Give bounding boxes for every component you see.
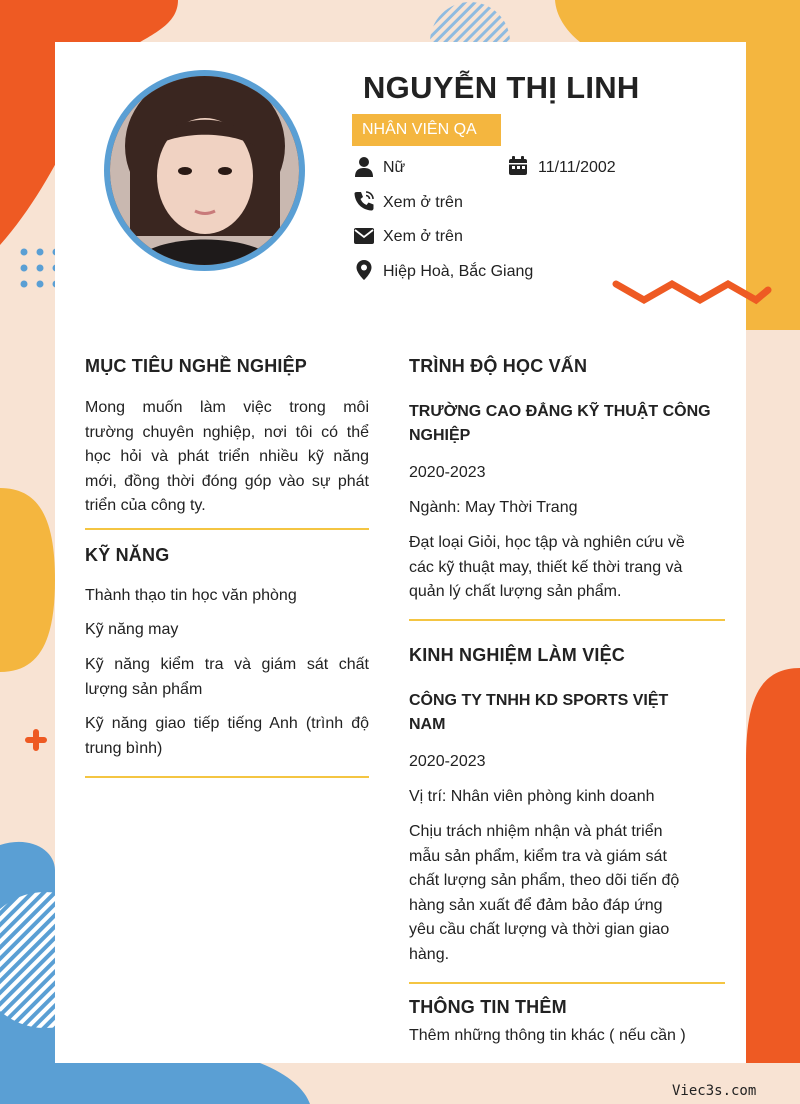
school-name <box>409 400 725 448</box>
school-name-line: NGHIỆP <box>409 427 471 444</box>
experience-desc-line: hàng sản xuất để đảm bảo đáp ứng <box>409 896 663 914</box>
education-description <box>409 531 725 605</box>
skill-item <box>85 712 369 761</box>
section-divider <box>85 528 369 530</box>
experience-desc-line: chất lượng sản phẩm, theo dõi tiến độ <box>409 872 680 890</box>
education-period: 2020-2023 <box>409 464 486 481</box>
email-text: Xem ở trên <box>383 228 463 245</box>
calendar-icon <box>507 155 529 177</box>
experience-period: 2020-2023 <box>409 753 486 770</box>
company-name <box>409 689 725 737</box>
company-name-line: CÔNG TY TNHH KD SPORTS VIỆT <box>409 692 669 709</box>
extra-info-text: Thêm những thông tin khác ( nếu cần ) <box>409 1027 686 1044</box>
experience-title: KINH NGHIỆM LÀM VIỆC <box>409 645 626 665</box>
experience-desc-line: yêu cầu chất lượng và thời gian giao <box>409 921 670 939</box>
education-desc-line: các kỹ thuật may, thiết kế thời trang và <box>409 558 683 576</box>
education-desc-line: quản lý chất lượng sản phẩm. <box>409 583 622 601</box>
skills-title: KỸ NĂNG <box>85 545 170 565</box>
candidate-name: NGUYỄN THỊ LINH <box>363 70 640 105</box>
person-icon <box>353 156 375 178</box>
skill-line: trung bình) <box>85 739 163 757</box>
education-desc-line: Đạt loại Giỏi, học tập và nghiên cứu về <box>409 534 685 551</box>
experience-desc-line: hàng. <box>409 945 450 963</box>
avatar <box>110 76 299 265</box>
objective-title: MỤC TIÊU NGHỀ NGHIỆP <box>85 356 308 376</box>
skill-item <box>85 618 369 643</box>
experience-position: Vị trí: Nhân viên phòng kinh doanh <box>409 788 655 805</box>
phone-text: Xem ở trên <box>383 194 463 211</box>
objective-line: học hỏi và phát triển nhiều kỹ năng <box>85 448 369 466</box>
skill-line: Kỹ năng may <box>85 621 179 638</box>
objective-text <box>85 396 369 519</box>
section-divider <box>409 619 725 621</box>
phone-icon <box>353 190 375 212</box>
section-divider <box>409 982 725 984</box>
education-title: TRÌNH ĐỘ HỌC VẤN <box>409 356 588 376</box>
mail-icon <box>353 225 375 247</box>
school-name-line: TRƯỜNG CAO ĐẲNG KỸ THUẬT CÔNG <box>409 403 711 420</box>
job-title-badge: NHÂN VIÊN QA <box>352 114 501 146</box>
location-pin-icon <box>353 259 375 281</box>
objective-line: Mong muốn làm việc trong môi <box>85 399 369 416</box>
skill-item <box>85 653 369 702</box>
address-text: Hiệp Hoà, Bắc Giang <box>383 263 534 280</box>
zigzag-decoration <box>612 276 772 310</box>
skill-line: lượng sản phẩm <box>85 680 203 698</box>
extra-info-title: THÔNG TIN THÊM <box>409 997 567 1017</box>
experience-description <box>409 820 725 968</box>
watermark: Viec3s.com <box>672 1083 757 1099</box>
experience-desc-line: Chịu trách nhiệm nhận và phát triển <box>409 823 663 840</box>
objective-line: mới, đồng thời đóng góp vào sự phát <box>85 472 369 490</box>
objective-line: trường chuyên nghiệp, nơi tôi có thể <box>85 423 369 441</box>
skill-line: Thành thạo tin học văn phòng <box>85 587 297 604</box>
skill-item <box>85 584 369 609</box>
skill-line: Kỹ năng giao tiếp tiếng Anh (trình độ <box>85 715 369 732</box>
gender-text: Nữ <box>383 159 406 176</box>
skill-line: Kỹ năng kiểm tra và giám sát chất <box>85 656 369 673</box>
birthdate-text: 11/11/2002 <box>538 159 616 176</box>
section-divider <box>85 776 369 778</box>
objective-line: triển của công ty. <box>85 497 206 515</box>
experience-desc-line: mẫu sản phẩm, kiểm tra và giám sát <box>409 847 667 865</box>
company-name-line: NAM <box>409 716 446 733</box>
education-major: Ngành: May Thời Trang <box>409 499 578 516</box>
